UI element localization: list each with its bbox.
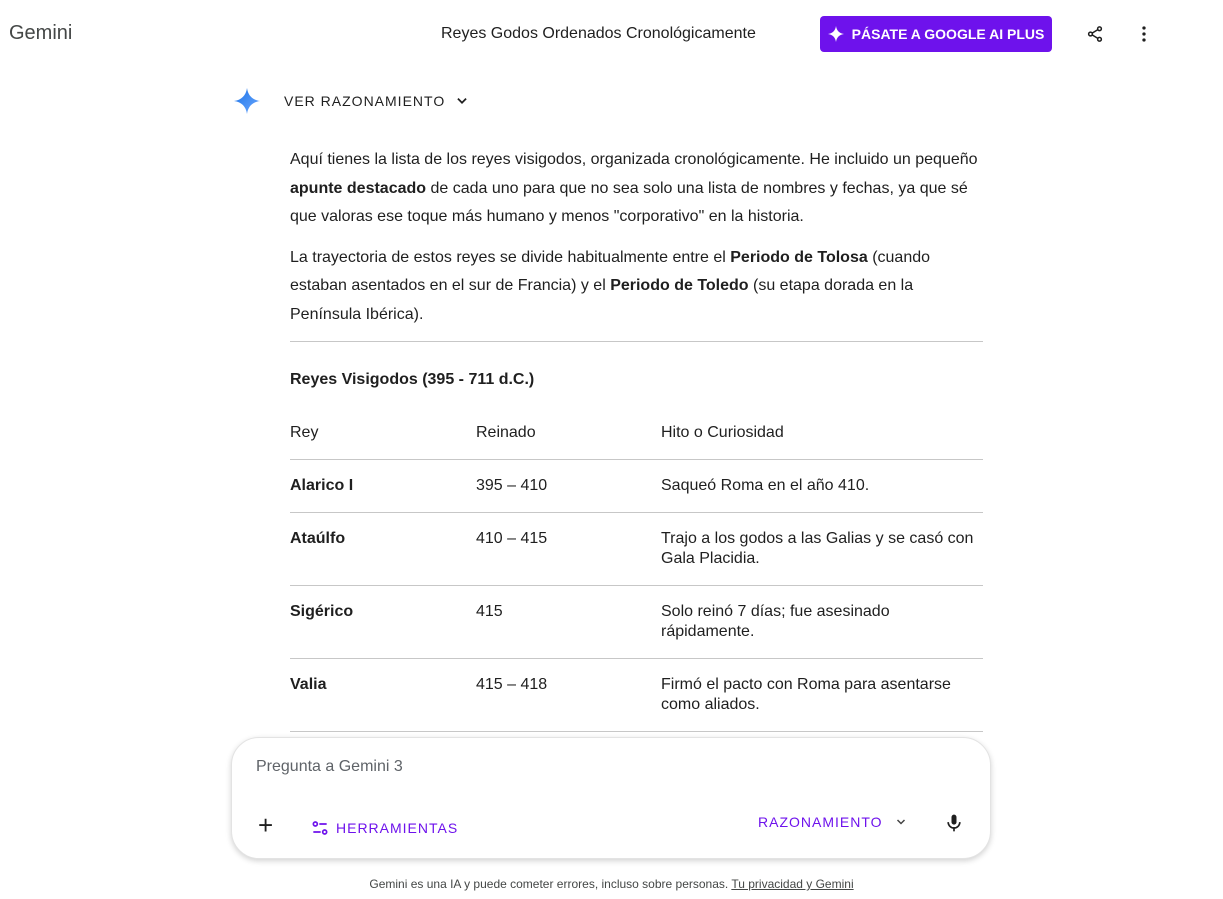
more-options-icon[interactable] [1132, 22, 1156, 46]
sparkle-icon [828, 26, 844, 42]
upgrade-button[interactable] [820, 16, 1052, 52]
divider [290, 341, 983, 342]
microphone-icon[interactable] [944, 813, 964, 838]
response-content [290, 146, 983, 732]
intro-paragraph: Aquí tienes la lista de los reyes visigodos, organizada cronológicamente. He incluido un pequeño apunte destacado de cada uno para que no sea solo una lista de nombres y fechas, ya que sé que valoras ese toque más humano y menos "corporativo" en la historia. [290, 151, 978, 225]
kings-table [290, 411, 983, 732]
chevron-down-icon [455, 94, 469, 108]
tools-label: HERRAMIENTAS [336, 820, 459, 836]
show-reasoning-toggle[interactable] [234, 88, 469, 114]
mode-label: RAZONAMIENTO [758, 814, 883, 830]
prompt-input[interactable] [256, 758, 856, 776]
show-reasoning-label: VER RAZONAMIENTO [284, 93, 446, 109]
column-header: Rey [290, 411, 476, 460]
gemini-logo[interactable]: Gemini [9, 22, 73, 44]
periods-paragraph: La trayectoria de estos reyes se divide habitualmente entre el Periodo de Tolosa (cuando estaban asentados en el sur de Francia) y el Periodo de Toledo (su etapa dorada en la Península Ibérica). [290, 248, 931, 323]
column-header: Reinado [476, 411, 661, 460]
upgrade-label: PÁSATE A GOOGLE AI PLUS [851, 26, 1045, 42]
chevron-down-icon [895, 816, 907, 828]
prompt-box [231, 737, 991, 859]
gemini-sparkle-icon [234, 88, 260, 114]
column-header: Hito o Curiosidad [661, 411, 983, 460]
mode-selector[interactable] [758, 814, 907, 830]
share-icon[interactable] [1083, 22, 1107, 46]
table-title: Reyes Visigodos (395 - 711 d.C.) [290, 371, 535, 388]
conversation-title: Reyes Godos Ordenados Cronológicamente [441, 25, 756, 42]
table-row: Alarico I 395 – 410 Saqueó Roma en el año 410. [290, 459, 983, 512]
table-row: Valia 415 – 418 Firmó el pacto con Roma para asentarse como aliados. [290, 658, 983, 731]
disclaimer: Gemini es una IA y puede cometer errores, incluso sobre personas. Tu privacidad y Gemini [369, 877, 854, 891]
table-row: Ataúlfo 410 – 415 Trajo a los godos a las Galias y se casó con Gala Placidia. [290, 512, 983, 585]
tools-button[interactable] [312, 820, 458, 836]
tools-icon [312, 820, 328, 836]
table-row: Sigérico 415 Solo reinó 7 días; fue asesinado rápidamente. [290, 585, 983, 658]
privacy-link[interactable]: Tu privacidad y Gemini [731, 877, 854, 891]
add-attachment-button[interactable]: + [258, 810, 274, 840]
